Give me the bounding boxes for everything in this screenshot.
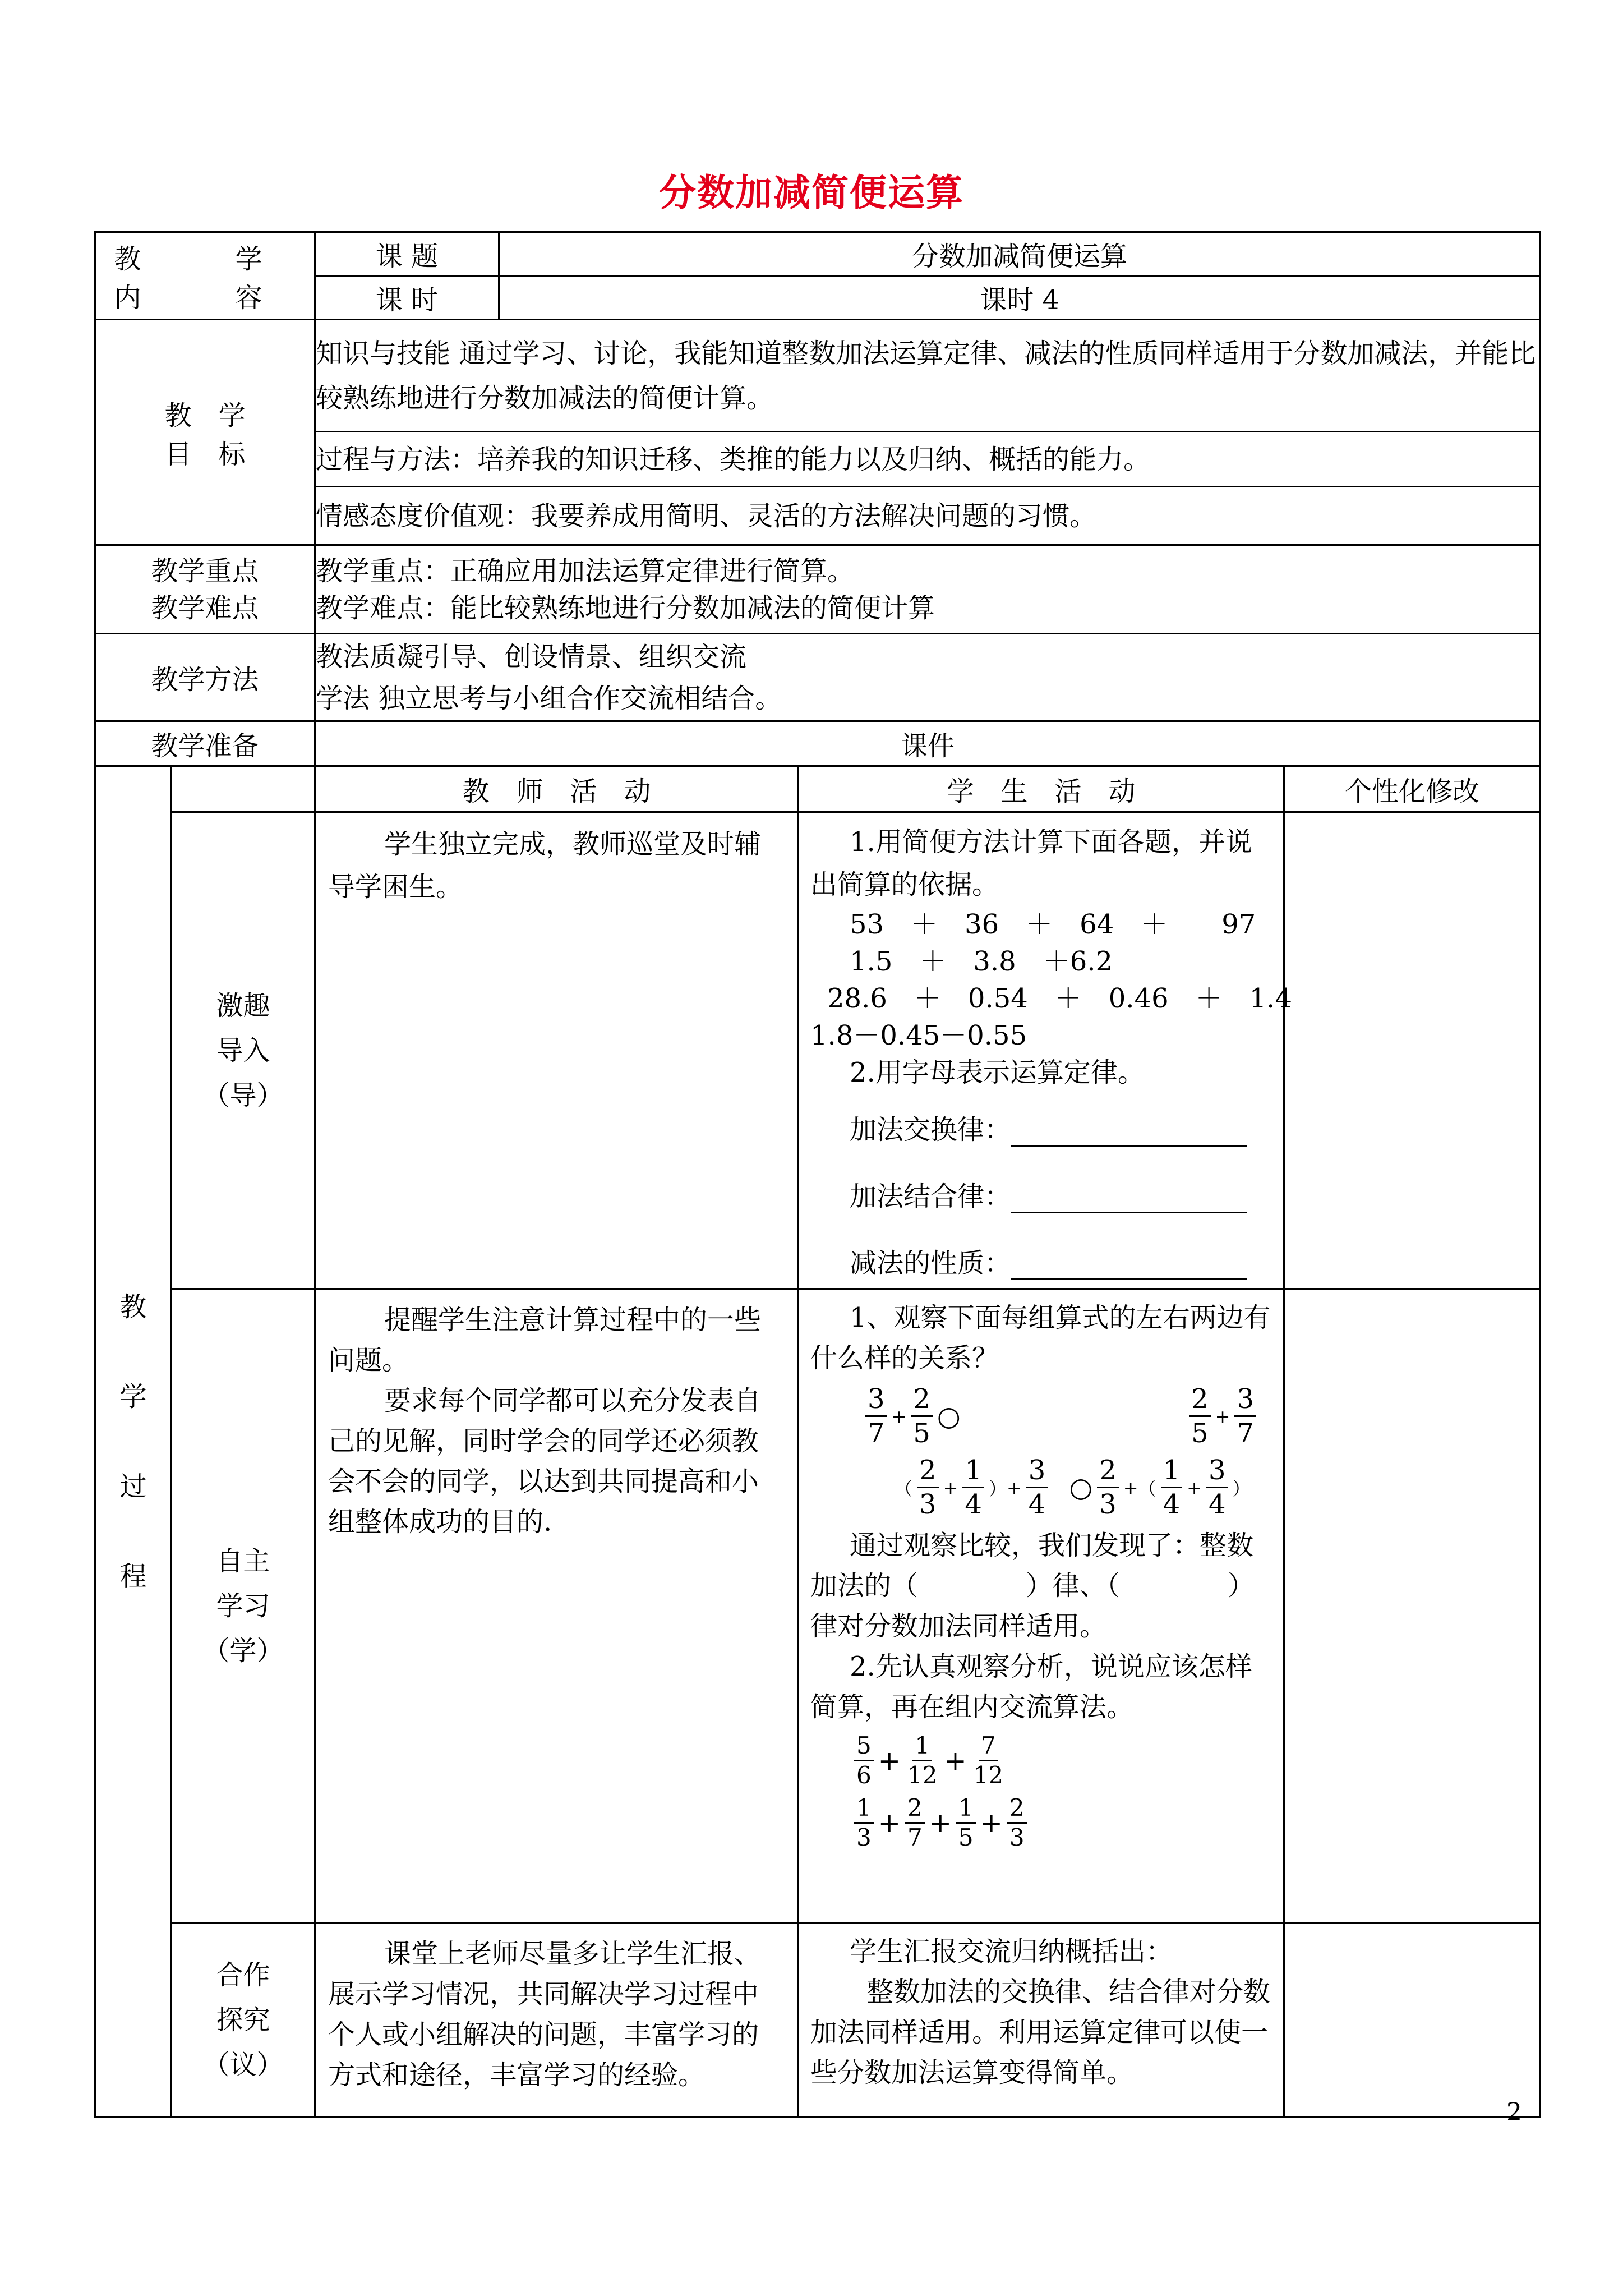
stage2-student-cell [799,1289,1284,1923]
stage1-question1: 1.用简便方法计算下面各题，并说出简算的依据。 [810,826,1252,900]
period-value: 课时 4 [499,276,1541,320]
stage1-label-line2: 导入 [216,1034,270,1066]
process-label-char1: 教 [119,1291,147,1323]
expr-3: 28.6 ＋ 0.54 ＋ 0.46 ＋ 1.4 [827,983,1292,1014]
plus-sign: + [944,1745,967,1777]
prep-label: 教学准备 [95,721,315,766]
expr-2: 1.5 ＋ 3.8 ＋6.2 [850,946,1113,977]
keypoints-label-line2: 教学难点 [151,592,259,624]
key-focus: 教学重点：正确应用加法运算定律进行简算。 [316,555,855,587]
stage2-question1: 1、观察下面每组算式的左右两边有什么样的关系？ [810,1302,1271,1374]
goal-attitude: 情感态度价值观：我要养成用简明、灵活的方法解决问题的习惯。 [315,487,1541,545]
prep-value: 课件 [315,721,1541,766]
teaching-method: 教法质凝引导、创设情景、组织交流 [316,641,747,673]
period-label: 课 时 [315,276,499,320]
stage3-teacher-text: 课堂上老师尽量多让学生汇报、展示学习情况，共同解决学习过程中个人或小组解决的问题，丰富学习的方式和途径，丰富学习的经验。 [328,1938,762,2091]
stage3-custom-cell [1284,1923,1541,2117]
ex2-d-num: 2 [1007,1794,1027,1824]
ex2-d-den: 3 [1009,1824,1025,1851]
ex1-a-den: 6 [856,1761,872,1789]
simplify-example2 [810,1794,1272,1852]
frac-d-den: 4 [965,1489,982,1520]
ex2-c-num: 1 [956,1794,976,1824]
plus-sign: + [1215,1405,1230,1427]
law-commutative-blank [1011,1117,1247,1147]
expr-1: 53 ＋ 36 ＋ 64 ＋ 97 [850,909,1256,940]
stage2-label-line2: 学习 [216,1590,270,1622]
fraction-compare-row1 [810,1383,1272,1450]
frac-d-den: 4 [1163,1489,1181,1520]
goal-process: 过程与方法：培养我的知识迁移、类推的能力以及归纳、概括的能力。 [315,432,1541,487]
frac-b-num: 2 [911,1383,933,1417]
stage1-custom-cell [1284,812,1541,1289]
ex2-a-den: 3 [856,1824,872,1851]
goals-label-line2: 目 标 [164,438,246,470]
ex1-a-num: 5 [854,1732,874,1761]
topic-value: 分数加减简便运算 [499,232,1541,276]
frac-a-num: 3 [865,1383,887,1417]
ex2-b-num: 2 [905,1794,925,1824]
content-label-line2: 内 容 [114,282,296,314]
frac-c-den: 3 [919,1489,937,1520]
law-subtraction-blank [1011,1250,1247,1280]
frac-a-den: 7 [868,1418,885,1449]
stage1-label [172,812,315,1289]
stage2-label [172,1289,315,1923]
stage2-teacher-text2: 要求每个同学都可以充分发表自己的见解，同时学会的同学还必须教会不会的同学，以达到共同提高和小组整体成功的目的. [328,1385,762,1538]
ex2-b-den: 7 [907,1824,923,1851]
plus-sign: + [929,1807,952,1839]
stage3-label-line2: 探究 [216,2004,270,2036]
stage2-finding: 通过观察比较，我们发现了：整数加法的（ ）律、（ ）律对分数加法同样适用。 [810,1530,1255,1642]
frac-c-den: 3 [1099,1489,1117,1520]
frac-e-num: 3 [1206,1454,1228,1488]
stage1-teacher-cell [315,812,799,1289]
stage2-question2: 2.先认真观察分析，说说应该怎样简算，再在组内交流算法。 [810,1651,1252,1723]
expr-4: 1.8－0.45－0.55 [810,1020,1027,1051]
methods-cell [315,634,1541,721]
stage3-teacher-cell [315,1923,799,2117]
ex1-c-den: 12 [973,1761,1004,1789]
process-label-char4: 程 [119,1560,147,1592]
stage2-label-line1: 自主 [216,1545,270,1577]
plus-sign: + [878,1745,901,1777]
simplify-example1 [810,1732,1272,1789]
custom-changes-header: 个性化修改 [1284,766,1541,812]
stage3-label-line1: 合作 [216,1959,270,1991]
frac-c-num: 2 [917,1454,939,1488]
right-paren: ） [988,1478,1007,1499]
left-paren: （ [1138,1478,1156,1499]
stage3-label [172,1923,315,2117]
stage1-teacher-text: 学生独立完成，教师巡堂及时辅导学困生。 [328,829,762,903]
left-paren: （ [895,1478,913,1499]
compare-circle: ○ [1069,1471,1093,1503]
law-subtraction-label: 减法的性质： [850,1248,1012,1279]
stage3-student-text2: 整数加法的交换律、结合律对分数加法同样适用。利用运算定律可以使一些分数加法运算变得简单。 [810,1976,1271,2088]
plus-sign: + [878,1807,901,1839]
law-associative-blank [1011,1184,1247,1213]
lesson-plan-table [94,231,1541,2118]
content-label-cell [95,232,315,320]
learning-method: 学法 独立思考与小组合作交流相结合。 [316,682,782,714]
teacher-activity-header: 教 师 活 动 [315,766,799,812]
plus-sign: + [1187,1476,1202,1498]
stage1-question2: 2.用字母表示运算定律。 [850,1057,1145,1088]
methods-label: 教学方法 [95,634,315,721]
stage3-student-cell [799,1923,1284,2117]
frac-d-num: 1 [1161,1454,1183,1488]
plus-sign: + [980,1807,1003,1839]
process-label-char3: 过 [119,1470,147,1502]
document-title: 分数加减简便运算 [659,171,964,214]
frac-e-num: 3 [1026,1454,1048,1488]
goals-label-line1: 教 学 [164,399,246,431]
goals-label-cell [95,320,315,545]
stage1-label-line3: （导） [202,1079,284,1111]
frac-b-num: 2 [1189,1383,1211,1417]
law-associative-label: 加法结合律： [850,1181,1012,1212]
keypoints-label-cell [95,545,315,634]
topic-label: 课 题 [315,232,499,276]
frac-a-num: 3 [1234,1383,1256,1417]
frac-e-den: 4 [1208,1489,1226,1520]
process-label-cell [95,766,172,2117]
plus-sign: + [943,1476,958,1498]
frac-a-den: 7 [1237,1418,1255,1449]
process-label-char2: 学 [119,1381,147,1412]
ex2-c-den: 5 [958,1824,974,1851]
stage1-student-cell [799,812,1292,1289]
stage2-teacher-cell [315,1289,799,1923]
stage2-label-line3: （学） [202,1635,284,1667]
law-commutative-label: 加法交换律： [850,1114,1012,1145]
frac-b-den: 5 [1191,1418,1209,1449]
page-number: 2 [1506,2098,1522,2127]
plus-sign: + [1123,1476,1138,1498]
stage2-teacher-text1: 提醒学生注意计算过程中的一些问题。 [328,1304,762,1376]
ex1-c-num: 7 [979,1732,998,1761]
key-difficulty: 教学难点：能比较熟练地进行分数加减法的简便计算 [316,592,935,624]
right-paren: ） [1232,1478,1251,1499]
stage-column-header [172,766,315,812]
frac-e-den: 4 [1028,1489,1046,1520]
ex1-b-num: 1 [912,1732,932,1761]
stage3-label-line3: （议） [202,2049,284,2081]
frac-c-num: 2 [1097,1454,1119,1488]
ex2-a-num: 1 [854,1794,874,1824]
frac-d-num: 1 [962,1454,984,1488]
ex1-b-den: 12 [907,1761,938,1789]
keypoints-cell [315,545,1541,634]
compare-circle: ○ [937,1400,961,1432]
keypoints-label-line1: 教学重点 [151,555,259,587]
plus-sign: + [1006,1476,1022,1498]
stage2-custom-cell [1284,1289,1541,1923]
fraction-compare-row2 [810,1454,1272,1521]
plus-sign: + [891,1405,907,1427]
stage3-student-text1: 学生汇报交流归纳概括出： [850,1936,1173,1967]
content-label-line1: 教 学 [114,243,296,275]
goal-knowledge: 知识与技能 通过学习、讨论，我能知道整数加法运算定律、减法的性质同样适用于分数加减法，并能比较熟练地进行分数加减法的简便计算。 [315,320,1541,432]
student-activity-header: 学 生 活 动 [799,766,1284,812]
stage1-label-line1: 激趣 [216,990,270,1022]
frac-b-den: 5 [913,1418,930,1449]
